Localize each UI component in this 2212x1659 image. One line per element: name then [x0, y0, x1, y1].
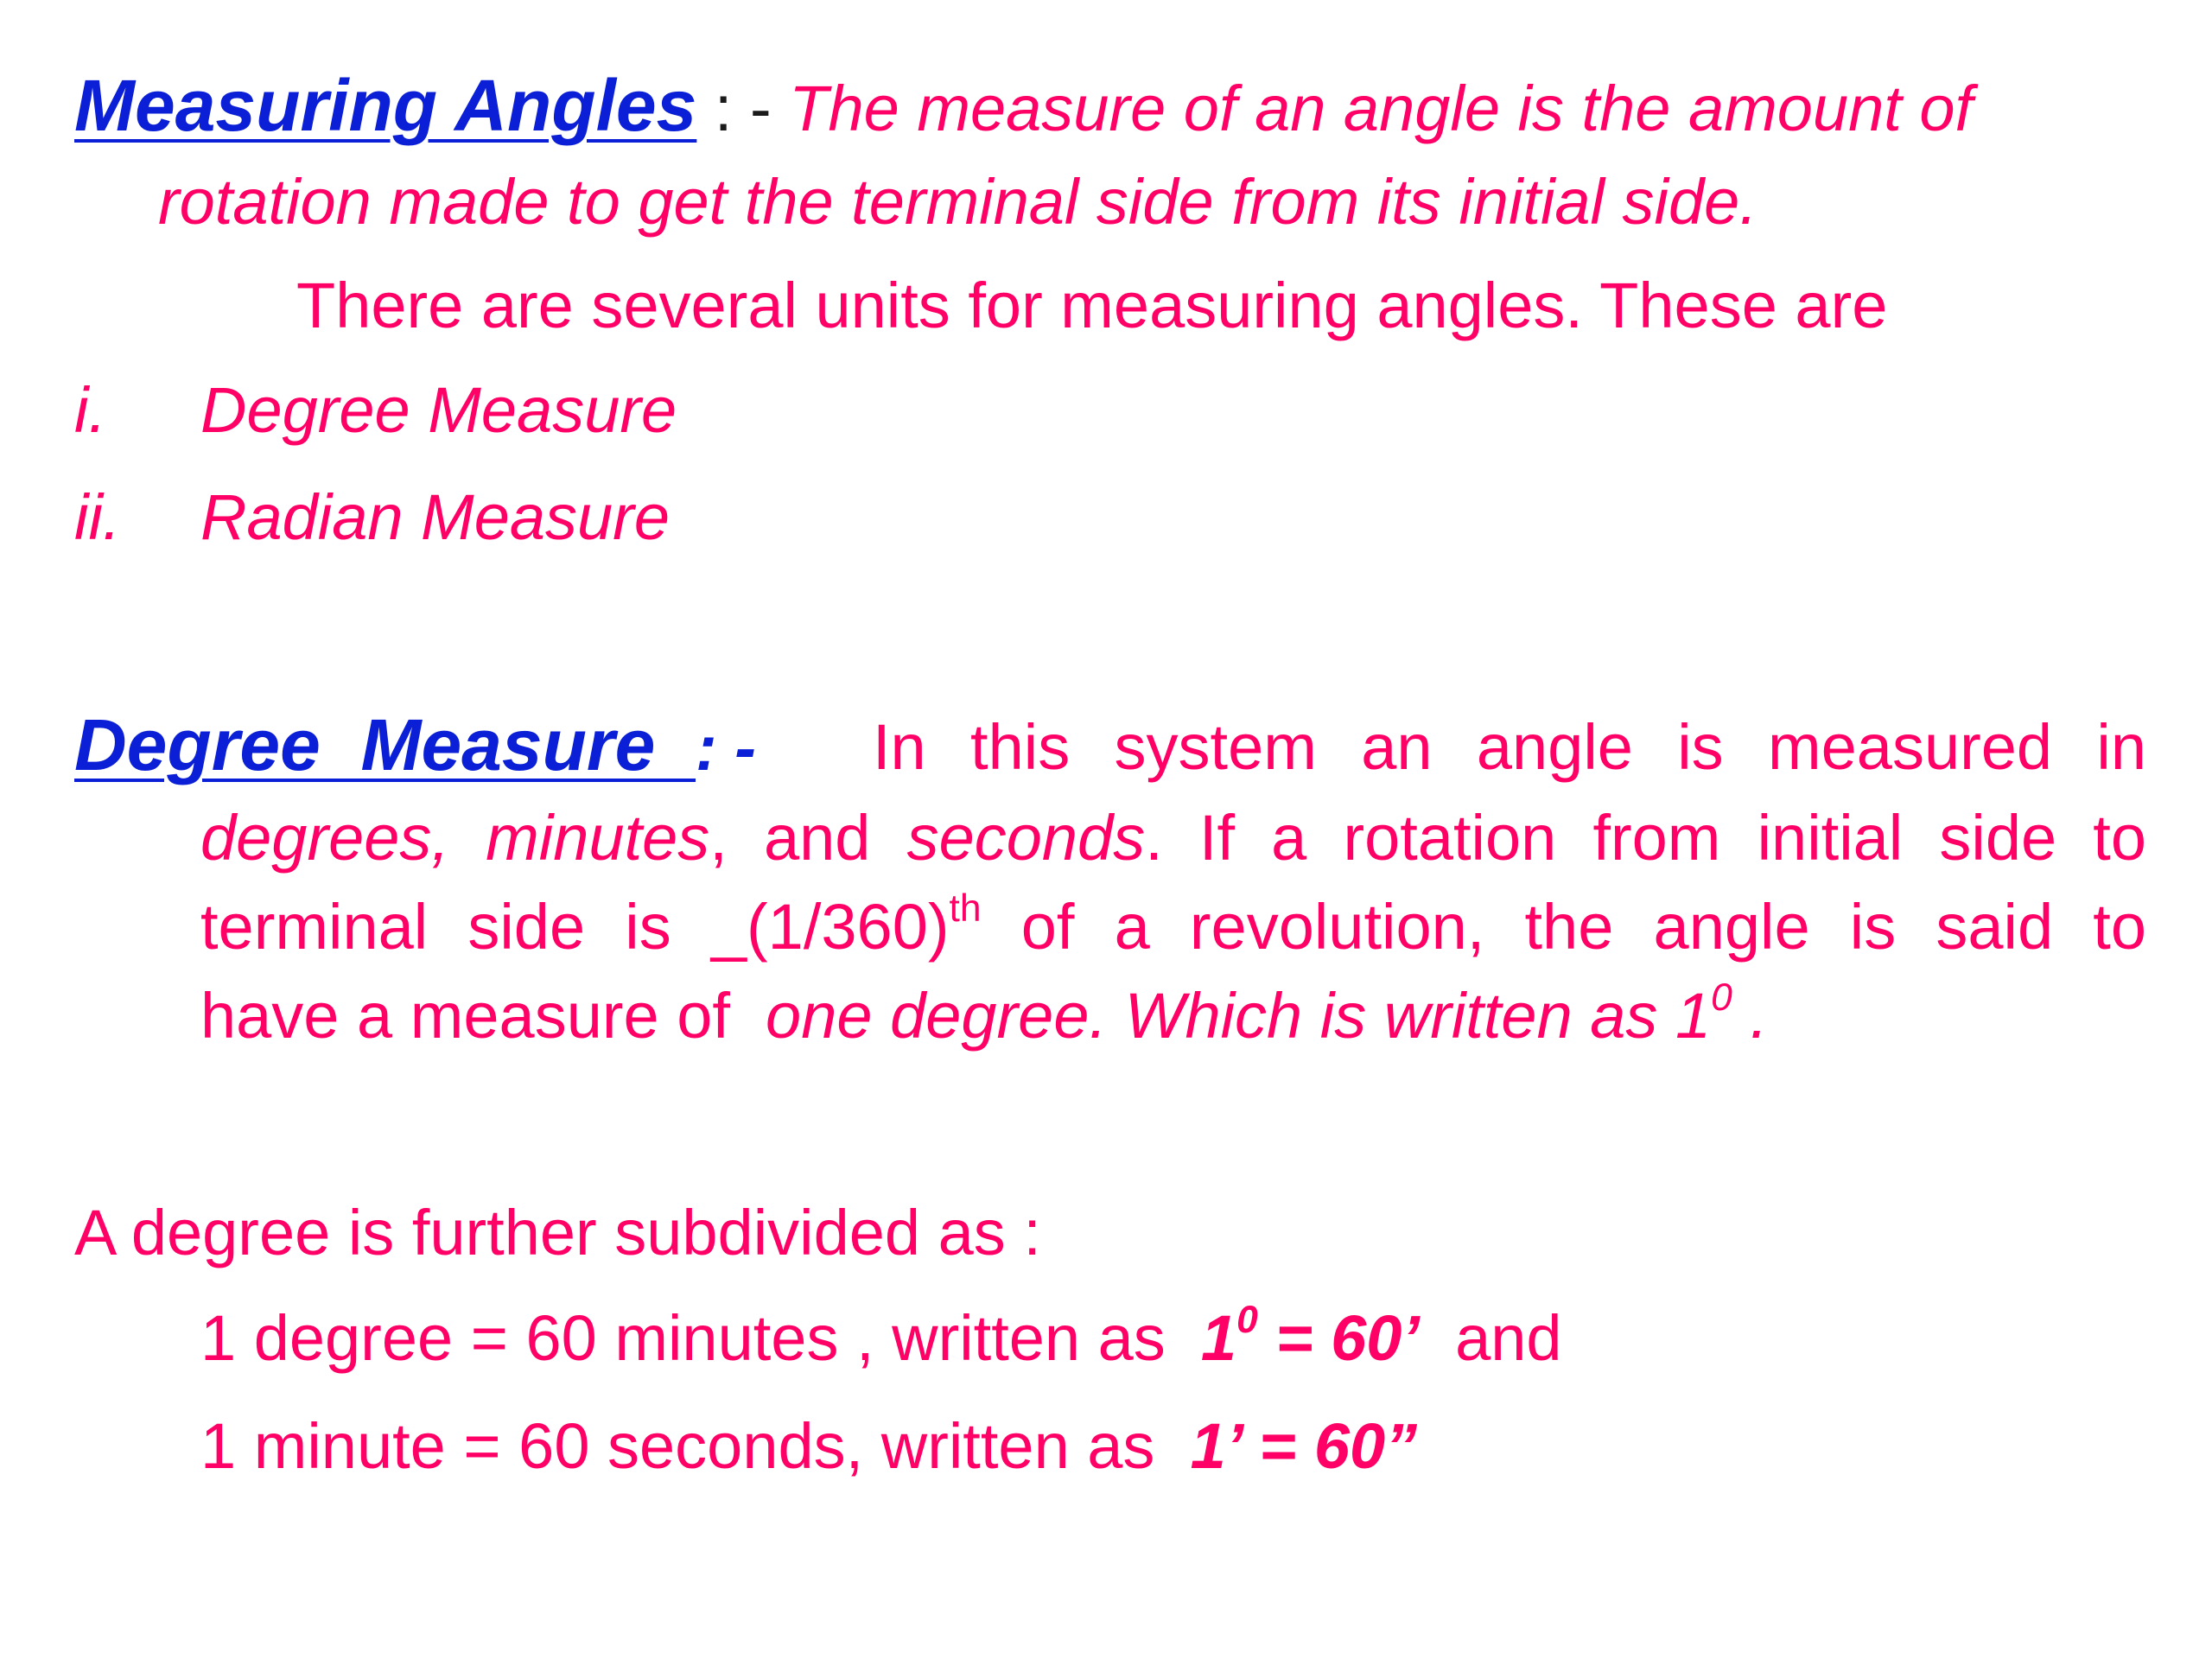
degree-desc-row-3 — [200, 882, 2146, 971]
period-text: . — [1732, 980, 1768, 1052]
definition-line-2: rotation made to get the terminal side from its initial side. — [158, 166, 1758, 238]
subdivision-intro: A degree is further subdivided as : — [74, 1197, 1041, 1268]
degree-desc-row-1: In this system an angle is measured in — [873, 711, 2146, 783]
one-degree-text: one degree. Which is written as 1 — [766, 980, 1712, 1052]
degree-superscript: 0 — [1711, 976, 1732, 1019]
degree-heading-separator: : - — [696, 712, 774, 784]
measuring-angles-heading: Measuring Angles — [74, 65, 697, 146]
degree-desc-row-4 — [200, 971, 2146, 1060]
units-intro: There are several units for measuring angles. These are — [296, 270, 1888, 341]
fraction-text: terminal side is _(1/360) — [200, 891, 950, 963]
minute-formula: 1’ = 60” — [1190, 1410, 1418, 1482]
degree-formula-one: 1 — [1200, 1302, 1237, 1374]
definition-line-1: The measure of an angle is the amount of — [789, 73, 1974, 144]
minute-equation-text: 1 minute = 60 seconds, written as — [200, 1410, 1191, 1482]
th-superscript: th — [949, 887, 982, 930]
degree-formula-superscript: 0 — [1236, 1298, 1258, 1341]
degree-formula-rest: = 60’ — [1257, 1302, 1420, 1374]
heading-separator: : - — [696, 73, 790, 144]
degree-equation-text: 1 degree = 60 minutes , written as — [200, 1302, 1201, 1374]
degree-description — [200, 793, 2146, 1060]
unit-degree-measure: Degree Measure — [200, 374, 677, 446]
and-text: , and — [709, 802, 907, 874]
rotation-text: . If a rotation from initial side to — [1145, 802, 2146, 874]
and-tail-text: and — [1420, 1302, 1562, 1374]
measure-of-text: have a measure of — [200, 980, 766, 1052]
equation-minute-seconds — [200, 1410, 1418, 1482]
list-number-2: ii. — [74, 481, 121, 553]
equation-degree-minutes — [200, 1298, 1562, 1374]
degree-measure-heading-line — [74, 704, 774, 785]
degree-measure-heading: Degree Measure — [74, 704, 696, 785]
seconds-text: seconds — [906, 802, 1146, 874]
revolution-text: of a revolution, the angle is said to — [981, 891, 2147, 963]
degrees-minutes-text: degrees, minutes — [200, 802, 710, 874]
degree-desc-row-2 — [200, 793, 2146, 882]
measuring-angles-line — [74, 65, 1974, 146]
unit-radian-measure: Radian Measure — [200, 481, 670, 553]
list-number-1: i. — [74, 374, 106, 446]
